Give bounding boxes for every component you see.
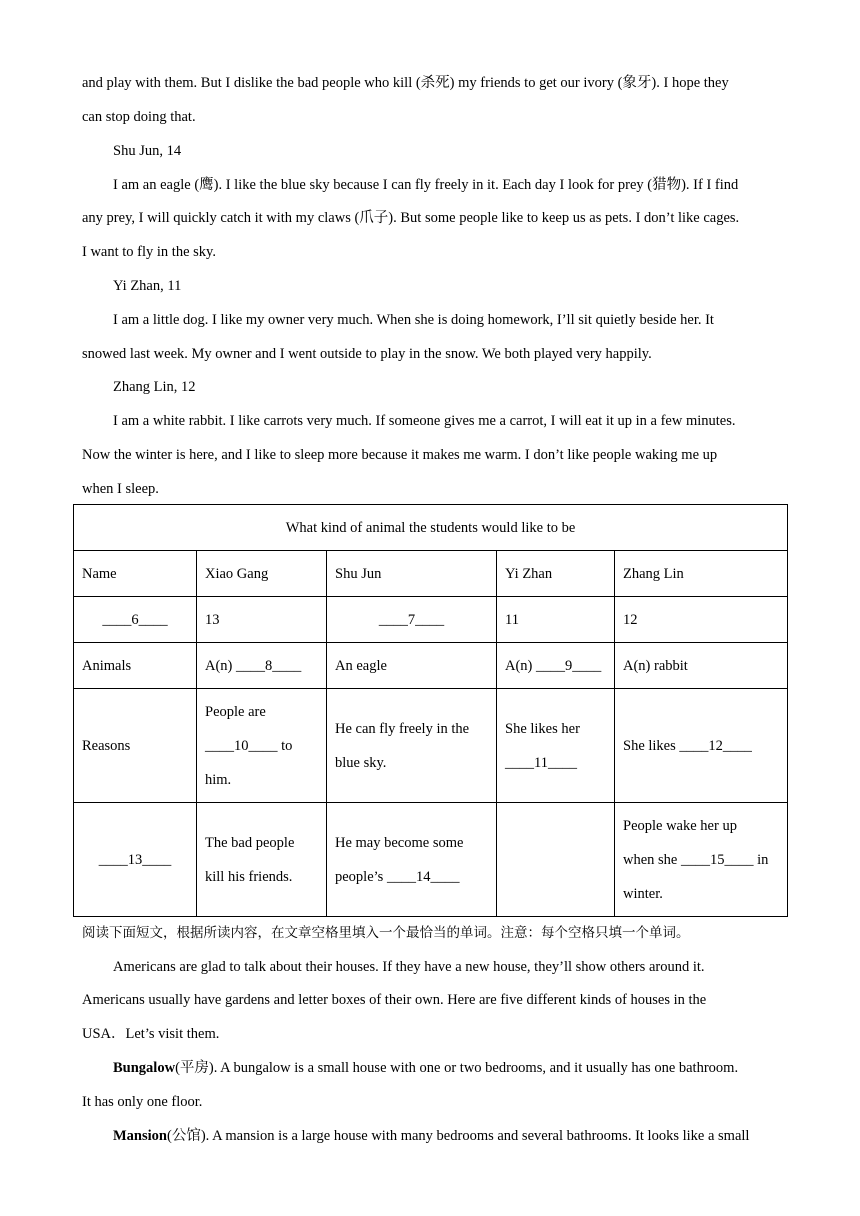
blank: ____10____	[205, 737, 278, 754]
passage-line	[113, 1126, 813, 1146]
term-definition: (公馆). A mansion is a large house with many bedrooms and several bathrooms. It looks like a small	[167, 1128, 750, 1144]
table-cell: Xiao Gang	[197, 551, 327, 597]
blank-cell: A(n) ____8____	[197, 643, 327, 689]
table-cell	[615, 803, 788, 917]
blank-cell: She likes ____12____	[615, 689, 788, 803]
table-title: What kind of animal the students would like to be	[74, 505, 788, 551]
table-cell	[197, 689, 327, 803]
term-bungalow: Bungalow	[113, 1060, 176, 1076]
passage-line: any prey, I will quickly catch it with my claws (爪子). But some people like to keep us as pets. I don’t like cages.	[82, 210, 740, 226]
instruction-text: 阅读下面短文，根据所读内容，在文章空格里填入一个最恰当的单词。注意：每个空格只填一个单词。	[82, 925, 690, 941]
passage-line: snowed last week. My owner and I went outside to play in the snow. We both played very happily.	[82, 346, 652, 362]
table-cell: A(n) rabbit	[615, 643, 788, 689]
cell-text: to	[277, 737, 293, 754]
cell-line: The bad people	[205, 834, 295, 851]
cell-line: kill his friends.	[205, 868, 293, 885]
table-cell: 13	[197, 597, 327, 643]
blank: ____11____	[505, 754, 577, 771]
table-cell	[497, 689, 615, 803]
passage-line: I am a little dog. I like my owner very much. When she is doing homework, I’ll sit quietly beside her. It	[113, 312, 714, 328]
passage-line: Americans are glad to talk about their houses. If they have a new house, they’ll show others around it.	[113, 959, 705, 975]
table-cell: Name	[74, 551, 197, 597]
empty-cell	[497, 803, 615, 917]
table-cell	[327, 689, 497, 803]
cell-line: him.	[205, 771, 232, 788]
passage-line: Now the winter is here, and I like to sleep more because it makes me warm. I don’t like people waking me up	[82, 447, 718, 463]
table-cell: Zhang Lin	[615, 551, 788, 597]
passage-line: USA．Let’s visit them.	[82, 1026, 220, 1042]
table-cell	[197, 803, 327, 917]
cell-line: when she ____15____ in	[623, 851, 769, 868]
cell-line: He can fly freely in the	[335, 720, 470, 737]
table-cell: Shu Jun	[327, 551, 497, 597]
blank-cell: A(n) ____9____	[497, 643, 615, 689]
cell-line: winter.	[623, 885, 663, 902]
passage-line: It has only one floor.	[82, 1094, 203, 1110]
table-cell	[327, 803, 497, 917]
table-row	[74, 551, 788, 597]
cell-line: people’s ____14____	[335, 868, 460, 885]
term-mansion: Mansion	[113, 1128, 167, 1144]
student-signature: Shu Jun, 14	[113, 143, 182, 159]
cell-line: blue sky.	[335, 754, 387, 771]
summary-table	[73, 504, 788, 917]
cell-line: He may become some	[335, 834, 464, 851]
term-definition: (平房). A bungalow is a small house with one or two bedrooms, and it usually has one bathroom.	[175, 1060, 739, 1076]
table-row	[74, 597, 788, 643]
blank-cell: ____13____	[74, 803, 197, 917]
table-row	[74, 803, 788, 917]
table-cell: 12	[615, 597, 788, 643]
passage-line: can stop doing that.	[82, 109, 196, 125]
cell-line	[205, 729, 318, 763]
passage-line: I am an eagle (鹰). I like the blue sky because I can fly freely in it. Each day I look for prey (猎物). If I find	[113, 177, 739, 193]
passage-line: I am a white rabbit. I like carrots very much. If someone gives me a carrot, I will eat it up in a few minutes.	[113, 413, 736, 429]
table-cell: Animals	[74, 643, 197, 689]
passage-line: and play with them. But I dislike the bad people who kill (杀死) my friends to get our ivory (象牙). I hope they	[82, 75, 729, 91]
cell-line: People wake her up	[623, 817, 737, 834]
blank-cell: ____6____	[74, 597, 197, 643]
passage-line: Americans usually have gardens and letter boxes of their own. Here are five different kinds of houses in the	[82, 992, 707, 1008]
table-cell: Reasons	[74, 689, 197, 803]
table-cell: 11	[497, 597, 615, 643]
cell-line: People are	[205, 703, 266, 720]
table-cell: Yi Zhan	[497, 551, 615, 597]
passage-line: when I sleep.	[82, 481, 159, 497]
table-row	[74, 689, 788, 803]
student-signature: Yi Zhan, 11	[113, 278, 182, 294]
cell-line: She likes her	[505, 720, 580, 737]
table-cell: An eagle	[327, 643, 497, 689]
passage-line	[113, 1058, 813, 1078]
student-signature: Zhang Lin, 12	[113, 379, 196, 395]
blank-cell: ____7____	[327, 597, 497, 643]
table-row	[74, 643, 788, 689]
passage-line: I want to fly in the sky.	[82, 244, 216, 260]
